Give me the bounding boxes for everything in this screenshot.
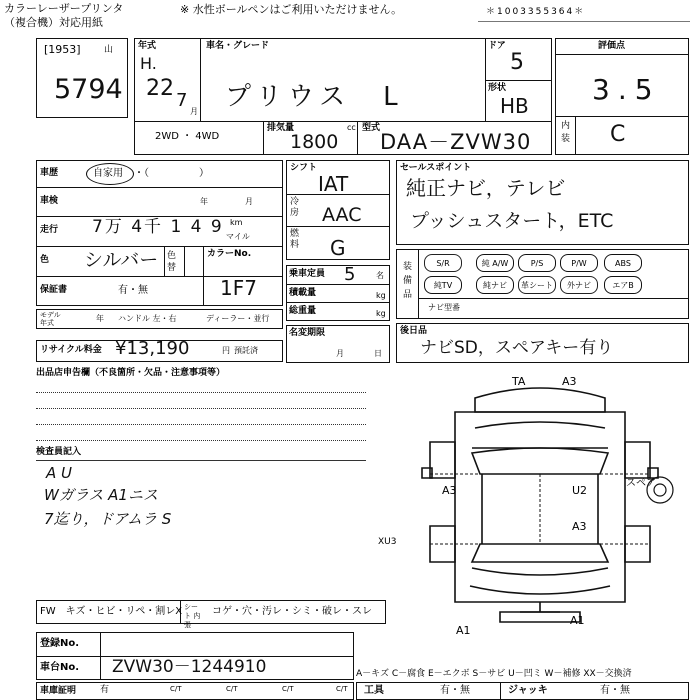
mark-spare: スペア	[626, 478, 656, 489]
legend-seat: シート 内張	[184, 603, 201, 629]
cert-label: 車庫証明	[40, 686, 77, 696]
inspection-month-unit: 月	[245, 197, 253, 206]
year-era: H.	[140, 54, 157, 73]
equip-navi: 純ナビ	[476, 276, 514, 294]
doors-value: 5	[510, 50, 524, 75]
shift-label: シフト	[290, 163, 318, 173]
deadline-month-unit: 月	[336, 349, 344, 358]
barcode-area	[478, 5, 690, 22]
cert-col-0: 有	[100, 685, 110, 695]
color-code: 1F7	[220, 276, 257, 300]
ac-value: AAC	[322, 204, 362, 226]
mark-left: A3	[442, 484, 457, 497]
year-month-unit: 月	[190, 107, 198, 116]
inspection-year-unit: 年	[200, 197, 208, 206]
cert-col-3: C/T	[282, 685, 294, 693]
recycle-value: ¥13,190	[115, 338, 190, 359]
mark-side: XU3	[378, 537, 397, 547]
lot-bracket: [1953]	[44, 43, 81, 56]
weight-label: 総重量	[289, 306, 317, 316]
mileage-unit-mile: マイル	[226, 232, 250, 241]
inspector-line1: A U	[46, 464, 73, 482]
equip-abs: ABS	[604, 254, 642, 272]
mark-mid: A3	[572, 520, 587, 533]
recycle-label: リサイクル料金	[40, 345, 102, 355]
weight-unit: kg	[376, 309, 386, 318]
cert-box	[36, 682, 354, 700]
history-suffix: ・（ ）	[134, 168, 209, 179]
codes-legend: A－キズ C－腐食 E－エクボ S－サビ U－凹ミ W－補修 XX－交換済	[356, 669, 632, 679]
cert-col-2: C/T	[226, 685, 238, 693]
mark-top1: TA	[512, 375, 526, 388]
model-value: DAA－ZVW30	[380, 130, 532, 154]
docs-label: 後日品	[400, 326, 428, 336]
score-value: 3.5	[592, 73, 661, 106]
inspector-label: 検査員記入	[36, 447, 82, 457]
year-value: 22	[146, 76, 174, 101]
load-label: 積載量	[289, 288, 317, 298]
inner-value: C	[610, 122, 626, 147]
drive-label: 2WD ・ 4WD	[155, 131, 220, 142]
equip-ext-navi: 外ナビ	[560, 276, 598, 294]
year-label: 年式	[138, 41, 157, 51]
lot-number: 5794	[54, 74, 123, 105]
dealer-options: ディーラー・並行	[206, 314, 270, 323]
fuel-label: 燃料	[290, 229, 300, 250]
color-code-label: カラーNo.	[207, 249, 252, 259]
equip-pw: P/W	[560, 254, 598, 272]
name-label: 車名・グレード	[206, 41, 270, 51]
displacement-label: 排気量	[267, 123, 295, 133]
chassis-value: ZVW30－1244910	[112, 657, 267, 677]
mileage-label: 走行	[40, 225, 59, 235]
jack-value: 有・無	[600, 685, 630, 696]
equip-ps: P/S	[518, 254, 556, 272]
warranty-label: 保証書	[40, 285, 68, 295]
color-value: シルバー	[84, 249, 159, 271]
recycle-unit: 円	[222, 346, 230, 355]
deadline-label: 名変期限	[289, 328, 326, 338]
sales-point-line1: 純正ナビ，テレビ	[406, 176, 566, 200]
score-label: 評価点	[598, 41, 626, 51]
mileage-unit-km: km	[230, 218, 243, 227]
inspection-label: 車検	[40, 196, 59, 206]
fuel-value: G	[330, 236, 346, 260]
cert-col-4: C/T	[336, 685, 348, 693]
name-value: プリウス L	[225, 82, 404, 112]
equip-sr: S/R	[424, 254, 462, 272]
lot-bracket-suffix: 山	[104, 45, 114, 55]
recycle-suffix: 預託済	[234, 346, 258, 355]
load-unit: kg	[376, 291, 386, 300]
header-line1: カラーレーザープリンタ	[4, 2, 124, 15]
deadline-day-unit: 日	[374, 349, 382, 358]
equip-leather: 革シート	[518, 276, 556, 294]
car-diagram	[378, 368, 690, 637]
history-value: 自家用	[93, 168, 123, 179]
header-notice: ※ 水性ボールペンはご利用いただけません。	[180, 3, 403, 16]
equip-alloy: 純 A/W	[476, 254, 514, 272]
displacement-unit: cc	[347, 123, 356, 132]
doc-number: ＊1003355364＊	[486, 7, 586, 17]
shift-value: IAT	[318, 172, 349, 196]
shape-value: HB	[500, 94, 529, 118]
legend-fw: FW キズ・ヒビ・リペ・割レX	[40, 606, 183, 617]
displacement-value: 1800	[290, 131, 339, 153]
doors-label: ドア	[488, 41, 506, 51]
capacity-unit: 名	[376, 271, 384, 280]
color-label: 色	[40, 255, 50, 265]
notes-label: 出品店申告欄（不良箇所・欠品・注意事項等）	[36, 368, 226, 378]
capacity-label: 乗車定員	[289, 269, 326, 279]
mark-bot1: A1	[456, 624, 471, 637]
tools-value: 有・無	[440, 685, 470, 696]
docs-value: ナビSD，スペアキー有り	[420, 338, 614, 358]
warranty-value: 有・無	[118, 285, 148, 296]
mark-top2: A3	[562, 375, 577, 388]
year-month: 7	[176, 90, 188, 111]
mark-bot2: A1	[570, 614, 585, 627]
ac-label: 冷房	[290, 197, 300, 218]
equip-tv: 純TV	[424, 276, 462, 294]
handle-options: ハンドル 左・右	[118, 314, 177, 323]
cert-col-1: C/T	[170, 685, 182, 693]
chassis-label: 車台No.	[40, 662, 80, 673]
inspector-line2: Wガラス A1ニス	[44, 486, 158, 504]
sales-point-line2: プッシュスタート，ETC	[410, 210, 614, 232]
capacity-value: 5	[344, 264, 356, 285]
equip-navi-model: ナビ型番	[428, 303, 460, 312]
tools-label: 工具	[364, 685, 384, 696]
registration-label: 登録No.	[40, 638, 80, 649]
equipment-label: 装備品	[403, 262, 413, 300]
inspector-line3: 7迄り，ドアムラ S	[44, 510, 172, 528]
jack-label: ジャッキ	[508, 685, 548, 696]
mileage-value: 7万 4千 1 4 9	[92, 217, 224, 237]
model-year-unit: 年	[96, 314, 104, 323]
mark-right: U2	[572, 484, 588, 497]
legend-seat-flags: コゲ・穴・汚レ・シミ・破レ・スレ	[212, 606, 372, 617]
equip-airbag: エアB	[604, 276, 642, 294]
sales-point-label: セールスポイント	[400, 163, 472, 173]
header-line2: （複合機）対応用紙	[4, 16, 103, 29]
model-year-label: モデル年式	[40, 311, 61, 327]
model-label: 型式	[362, 123, 381, 133]
color-change-label: 色替	[167, 251, 177, 273]
history-label: 車歴	[40, 168, 59, 178]
shape-label: 形状	[488, 83, 507, 93]
inner-label: 内装	[561, 121, 571, 144]
